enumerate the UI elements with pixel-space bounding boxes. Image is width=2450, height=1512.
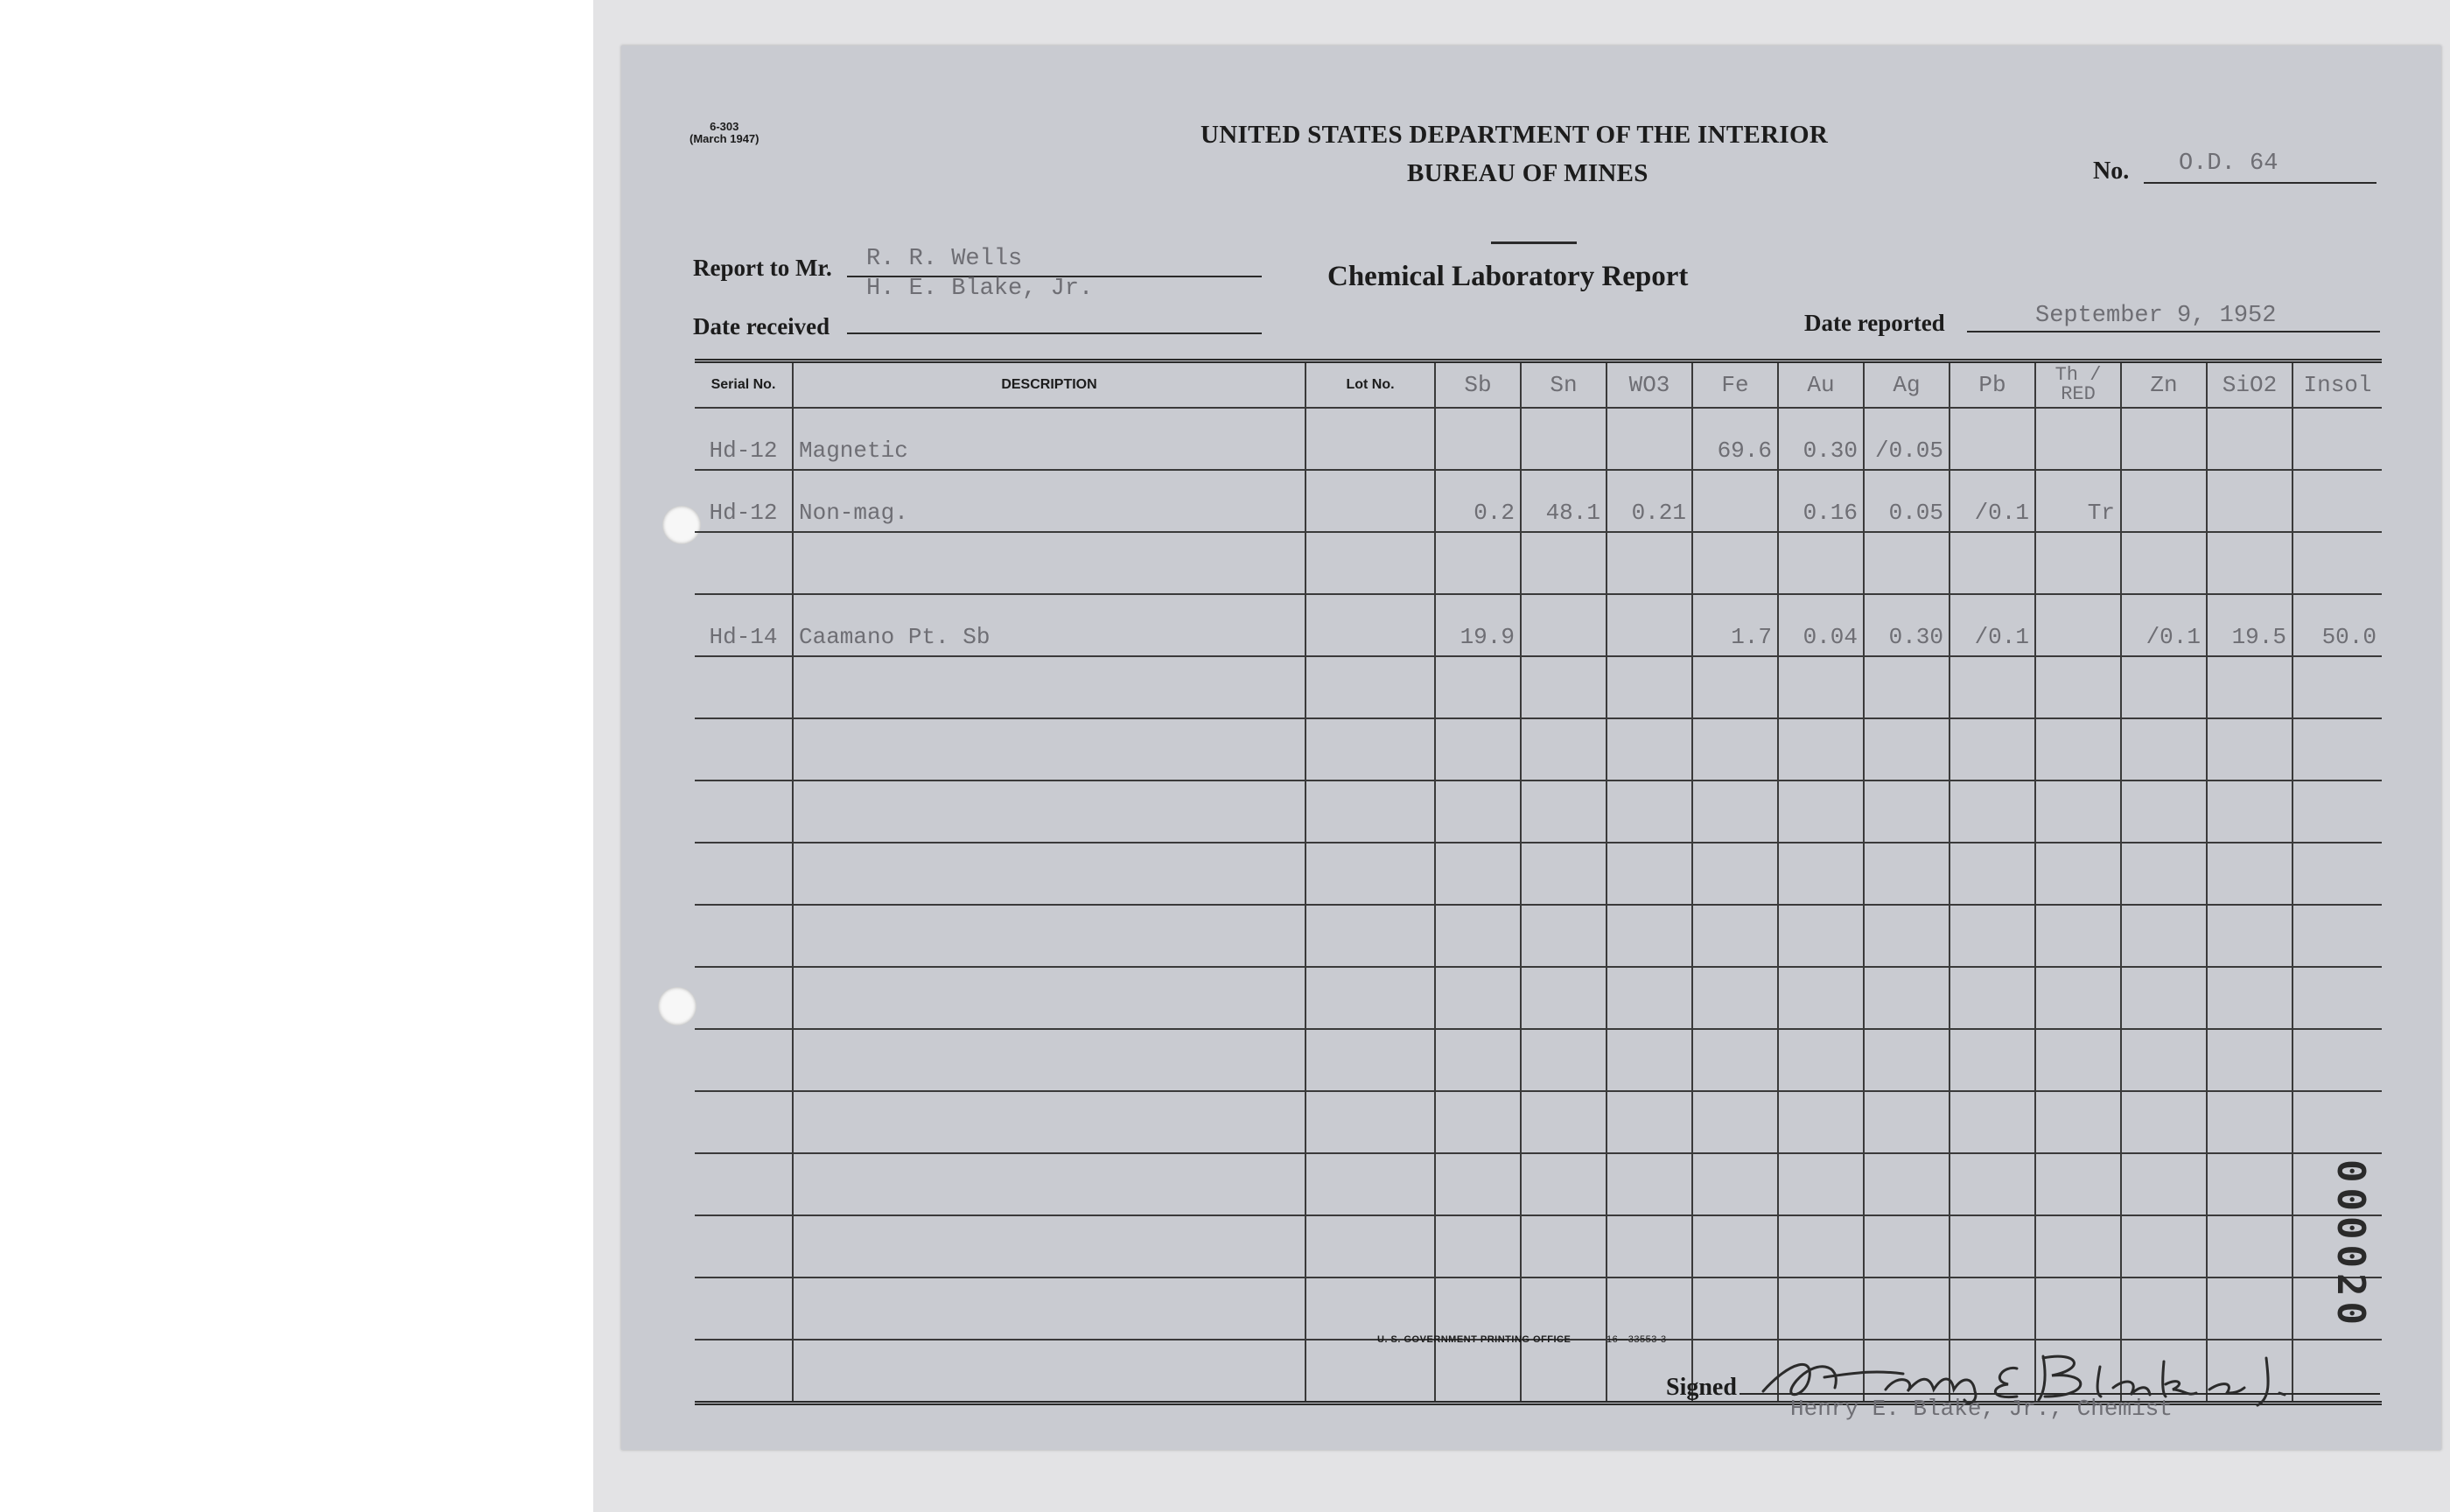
cell-wo3 [1606,843,1692,905]
table-row [695,780,2382,843]
report-to-line2: H. E. Blake, Jr. [866,276,1094,302]
cell-description [793,532,1306,594]
cell-wo3 [1606,1029,1692,1091]
cell-au [1778,1153,1864,1215]
cell-description [793,967,1306,1029]
cell-lot [1306,780,1435,843]
cell-ag [1864,905,1950,967]
cell-zn [2121,656,2207,718]
cell-description [793,1091,1306,1153]
cell-zn [2121,532,2207,594]
cell-lot [1306,656,1435,718]
cell-th-red [2035,1091,2121,1153]
cell-sb [1435,1278,1521,1340]
cell-sn [1521,905,1606,967]
table-row [695,1091,2382,1153]
cell-pb [1950,843,2035,905]
col-sn: Sn [1521,361,1606,409]
cell-au [1778,1278,1864,1340]
cell-sio2 [2207,967,2292,1029]
col-description: DESCRIPTION [793,361,1306,409]
cell-serial: Hd-12 [695,408,793,470]
cell-sio2 [2207,843,2292,905]
cell-wo3 [1606,656,1692,718]
table-header-row [695,361,2382,409]
cell-description [793,718,1306,780]
form-number: 6-303 [710,120,739,133]
cell-sb [1435,1091,1521,1153]
cell-sio2 [2207,1029,2292,1091]
table-row [695,1278,2382,1340]
cell-zn [2121,843,2207,905]
cell-ag [1864,1215,1950,1278]
date-reported-label: Date reported [1804,310,1945,336]
cell-lot [1306,905,1435,967]
cell-sb [1435,1340,1521,1404]
cell-fe [1692,1153,1778,1215]
cell-ag: 0.30 [1864,594,1950,656]
cell-fe: 1.7 [1692,594,1778,656]
cell-zn [2121,1278,2207,1340]
table-row [695,1153,2382,1215]
cell-sb [1435,1215,1521,1278]
cell-sio2 [2207,1278,2292,1340]
cell-wo3 [1606,532,1692,594]
cell-serial [695,1215,793,1278]
cell-fe [1692,967,1778,1029]
cell-insol: 50.0 [2292,594,2382,656]
col-serial-no: Serial No. [695,361,793,409]
cell-insol [2292,470,2382,532]
title-rule [1491,242,1577,244]
cell-lot [1306,967,1435,1029]
cell-th-red [2035,967,2121,1029]
cell-zn [2121,470,2207,532]
cell-sb [1435,780,1521,843]
cell-lot [1306,1029,1435,1091]
cell-au: 0.04 [1778,594,1864,656]
cell-fe [1692,780,1778,843]
cell-fe [1692,532,1778,594]
archive-stamp-number: 000020 [2328,1159,2373,1330]
cell-ag [1864,532,1950,594]
cell-sn [1521,1278,1606,1340]
cell-au [1778,1215,1864,1278]
cell-lot [1306,718,1435,780]
cell-serial [695,1278,793,1340]
col-pb: Pb [1950,361,2035,409]
cell-sn [1521,1215,1606,1278]
cell-pb [1950,1215,2035,1278]
report-number-label: No. [2093,158,2130,185]
col-sb: Sb [1435,361,1521,409]
cell-th-red [2035,1215,2121,1278]
report-number-value: O.D. 64 [2179,150,2278,177]
date-reported-line [1967,331,2380,332]
cell-zn [2121,1029,2207,1091]
table-row [695,905,2382,967]
cell-th-red [2035,1278,2121,1340]
cell-lot [1306,1340,1435,1404]
report-title: Chemical Laboratory Report [1327,261,1689,292]
cell-sio2 [2207,905,2292,967]
cell-description: Caamano Pt. Sb [793,594,1306,656]
cell-ag [1864,1278,1950,1340]
cell-ag: /0.05 [1864,408,1950,470]
date-received-label: Date received [693,313,830,340]
cell-description [793,780,1306,843]
cell-au [1778,905,1864,967]
cell-serial: Hd-14 [695,594,793,656]
cell-sn [1521,408,1606,470]
cell-lot [1306,1278,1435,1340]
cell-wo3: 0.21 [1606,470,1692,532]
cell-th-red [2035,1153,2121,1215]
cell-insol [2292,656,2382,718]
cell-pb [1950,656,2035,718]
col-wo3: WO3 [1606,361,1692,409]
cell-fe [1692,656,1778,718]
date-received-line [847,332,1262,334]
cell-pb [1950,532,2035,594]
cell-th-red: Tr [2035,470,2121,532]
cell-fe [1692,843,1778,905]
signed-label: Signed [1666,1374,1737,1401]
cell-fe [1692,718,1778,780]
cell-description [793,905,1306,967]
table-row [695,656,2382,718]
punch-hole-bottom [658,987,696,1026]
cell-sio2 [2207,1091,2292,1153]
cell-pb [1950,780,2035,843]
col-th-red: Th / RED [2035,361,2121,409]
cell-sio2 [2207,718,2292,780]
cell-pb [1950,1278,2035,1340]
cell-fe [1692,1091,1778,1153]
cell-fe [1692,1029,1778,1091]
analysis-table [695,359,2382,1405]
cell-ag [1864,1029,1950,1091]
cell-wo3 [1606,718,1692,780]
cell-fe [1692,1278,1778,1340]
cell-serial [695,843,793,905]
table-row [695,470,2382,532]
cell-serial [695,532,793,594]
cell-sn [1521,1029,1606,1091]
chemist-name: Henry E. Blake, Jr., Chemist [1790,1396,2173,1422]
cell-insol [2292,780,2382,843]
col-zn: Zn [2121,361,2207,409]
cell-insol [2292,532,2382,594]
printing-office-code: 16—33553-3 [1606,1334,1667,1345]
cell-pb [1950,718,2035,780]
cell-au [1778,843,1864,905]
cell-serial [695,905,793,967]
bureau-heading: BUREAU OF MINES [1407,159,1648,187]
cell-serial [695,780,793,843]
cell-sb [1435,1029,1521,1091]
report-to-line1: R. R. Wells [866,246,1023,272]
cell-serial [695,1091,793,1153]
cell-serial: Hd-12 [695,470,793,532]
cell-insol [2292,718,2382,780]
cell-sb: 0.2 [1435,470,1521,532]
cell-pb [1950,1091,2035,1153]
cell-sio2 [2207,532,2292,594]
cell-description [793,1215,1306,1278]
cell-sb [1435,408,1521,470]
cell-pb: /0.1 [1950,470,2035,532]
col-lot-no: Lot No. [1306,361,1435,409]
cell-th-red [2035,408,2121,470]
cell-sb: 19.9 [1435,594,1521,656]
date-reported-value: September 9, 1952 [2035,303,2277,329]
cell-sio2 [2207,1215,2292,1278]
cell-wo3 [1606,1091,1692,1153]
cell-wo3 [1606,594,1692,656]
cell-description: Non-mag. [793,470,1306,532]
cell-sb [1435,656,1521,718]
cell-zn [2121,408,2207,470]
cell-th-red [2035,843,2121,905]
cell-wo3 [1606,1215,1692,1278]
cell-au [1778,532,1864,594]
cell-lot [1306,408,1435,470]
table-row [695,532,2382,594]
col-sio2: SiO2 [2207,361,2292,409]
cell-fe [1692,905,1778,967]
cell-wo3 [1606,408,1692,470]
cell-sn [1521,594,1606,656]
cell-serial [695,656,793,718]
cell-insol [2292,967,2382,1029]
col-au: Au [1778,361,1864,409]
cell-pb [1950,967,2035,1029]
cell-th-red [2035,905,2121,967]
cell-serial [695,1029,793,1091]
table-row [695,1029,2382,1091]
cell-description: Magnetic [793,408,1306,470]
cell-serial [695,1340,793,1404]
cell-ag [1864,1091,1950,1153]
cell-au [1778,656,1864,718]
table-row [695,594,2382,656]
cell-zn [2121,1153,2207,1215]
cell-zn [2121,967,2207,1029]
cell-sb [1435,718,1521,780]
cell-wo3 [1606,1278,1692,1340]
cell-pb [1950,1029,2035,1091]
cell-th-red [2035,718,2121,780]
cell-sio2 [2207,470,2292,532]
cell-zn [2121,1215,2207,1278]
report-number-line [2144,182,2376,184]
cell-sn [1521,1153,1606,1215]
cell-description [793,656,1306,718]
cell-ag [1864,656,1950,718]
cell-sb [1435,843,1521,905]
cell-lot [1306,1091,1435,1153]
cell-description [793,843,1306,905]
cell-zn [2121,718,2207,780]
cell-lot [1306,470,1435,532]
cell-zn [2121,1091,2207,1153]
cell-sb [1435,532,1521,594]
cell-description [793,1340,1306,1404]
cell-th-red [2035,1029,2121,1091]
cell-zn: /0.1 [2121,594,2207,656]
col-insol: Insol [2292,361,2382,409]
cell-sn [1521,532,1606,594]
cell-sn [1521,780,1606,843]
report-to-label: Report to Mr. [693,255,832,281]
table-row [695,967,2382,1029]
cell-insol [2292,1091,2382,1153]
col-ag: Ag [1864,361,1950,409]
cell-lot [1306,843,1435,905]
department-heading: UNITED STATES DEPARTMENT OF THE INTERIOR [1200,121,1829,149]
cell-insol [2292,408,2382,470]
cell-wo3 [1606,905,1692,967]
cell-sn: 48.1 [1521,470,1606,532]
cell-description [793,1278,1306,1340]
cell-wo3 [1606,780,1692,843]
cell-ag [1864,967,1950,1029]
cell-au [1778,1091,1864,1153]
cell-pb: /0.1 [1950,594,2035,656]
cell-insol [2292,843,2382,905]
cell-wo3 [1606,967,1692,1029]
cell-serial [695,967,793,1029]
cell-ag [1864,843,1950,905]
cell-fe: 69.6 [1692,408,1778,470]
cell-ag [1864,1153,1950,1215]
table-row [695,718,2382,780]
cell-ag [1864,780,1950,843]
cell-sn [1521,843,1606,905]
cell-lot [1306,1153,1435,1215]
cell-sio2 [2207,656,2292,718]
cell-sio2 [2207,780,2292,843]
cell-au: 0.16 [1778,470,1864,532]
cell-th-red [2035,780,2121,843]
cell-au [1778,1029,1864,1091]
cell-serial [695,1153,793,1215]
cell-sb [1435,905,1521,967]
cell-au: 0.30 [1778,408,1864,470]
cell-pb [1950,905,2035,967]
cell-sb [1435,967,1521,1029]
cell-ag: 0.05 [1864,470,1950,532]
cell-sio2: 19.5 [2207,594,2292,656]
printing-office: U. S. GOVERNMENT PRINTING OFFICE [1377,1334,1572,1345]
cell-th-red [2035,532,2121,594]
cell-sb [1435,1153,1521,1215]
table-row [695,843,2382,905]
cell-description [793,1153,1306,1215]
cell-insol [2292,1029,2382,1091]
cell-au [1778,967,1864,1029]
cell-sio2 [2207,408,2292,470]
cell-th-red [2035,594,2121,656]
cell-sn [1521,718,1606,780]
cell-sio2 [2207,1153,2292,1215]
cell-th-red [2035,656,2121,718]
table-row [695,408,2382,470]
cell-pb [1950,408,2035,470]
cell-wo3 [1606,1153,1692,1215]
table-row [695,1215,2382,1278]
cell-sn [1521,1091,1606,1153]
col-fe: Fe [1692,361,1778,409]
cell-pb [1950,1153,2035,1215]
cell-au [1778,780,1864,843]
cell-fe [1692,470,1778,532]
form-edition: (March 1947) [690,132,760,145]
cell-ag [1864,718,1950,780]
form-number-block [690,121,759,145]
cell-sn [1521,1340,1606,1404]
cell-lot [1306,532,1435,594]
cell-description [793,1029,1306,1091]
cell-au [1778,718,1864,780]
cell-zn [2121,905,2207,967]
cell-zn [2121,780,2207,843]
cell-fe [1692,1215,1778,1278]
cell-serial [695,718,793,780]
cell-sn [1521,656,1606,718]
cell-lot [1306,1215,1435,1278]
cell-lot [1306,594,1435,656]
cell-sn [1521,967,1606,1029]
cell-insol [2292,905,2382,967]
